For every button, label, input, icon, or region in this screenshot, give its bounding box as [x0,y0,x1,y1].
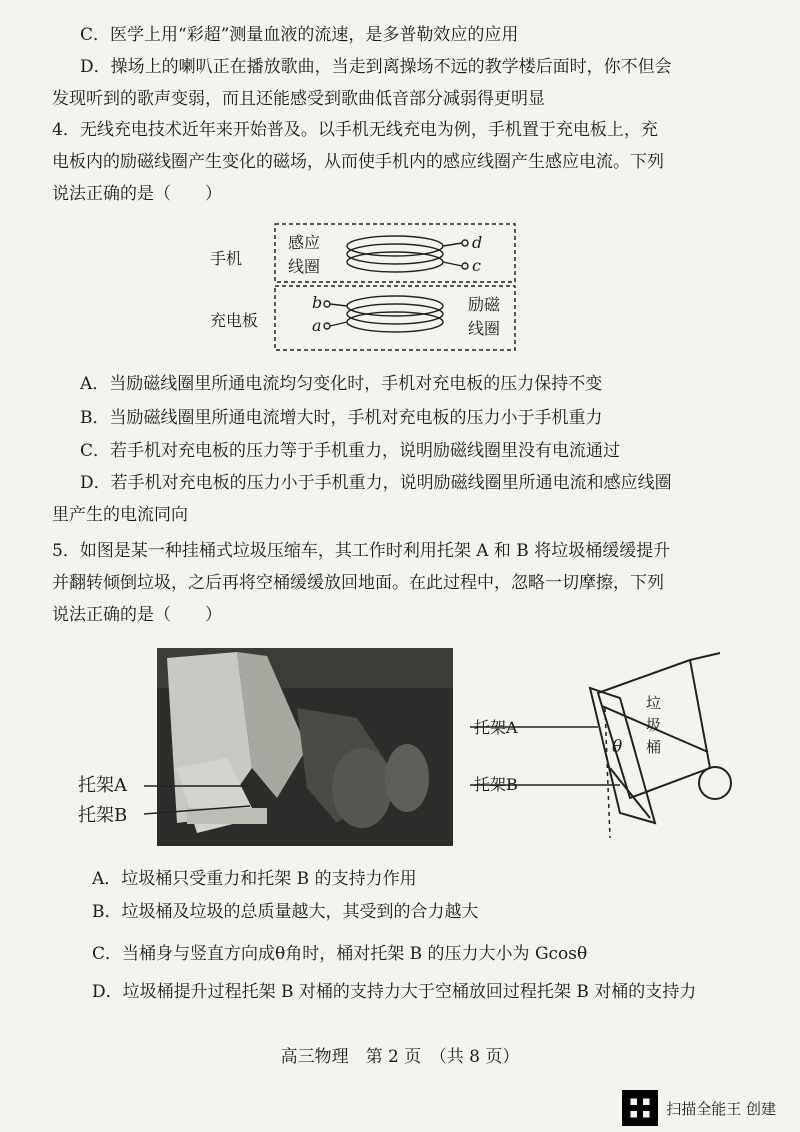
question-4-line2: 电板内的励磁线圈产生变化的磁场，从而使手机内的感应线圈产生感应电流。下列 [52,152,664,172]
question-4-line1: 4．无线充电技术近年来开始普及。以手机无线充电为例，手机置于充电板上，充 [52,120,658,140]
label-induction-1: 感应 [288,233,321,252]
option-d-q5: D．垃圾桶提升过程托架 B 对桶的支持力大于空桶放回过程托架 B 对桶的支持力 [92,982,697,1002]
option-a-q4: A．当励磁线圈里所通电流均匀变化时，手机对充电板的压力保持不变 [80,374,603,394]
label-charger: 充电板 [210,311,259,330]
bin-label-1: 垃 [646,694,662,712]
option-d-q4-line1: D．若手机对充电板的压力小于手机重力，说明励磁线圈里所通电流和感应线圈 [80,473,672,493]
excitation-coil [324,296,443,332]
option-b-q4: B．当励磁线圈里所通电流增大时，手机对充电板的压力小于手机重力 [80,408,603,428]
terminal-c: c [472,256,481,275]
photo-label-bracket-b: 托架B [78,805,128,826]
induction-coil [347,236,468,272]
scanner-badge [622,1090,776,1126]
wireless-charging-diagram [200,216,620,356]
bin-label-3: 桶 [646,738,662,756]
label-induction-2: 线圈 [288,257,321,276]
option-d-q4-line2: 里产生的电流同向 [52,505,188,525]
option-c-q4: C．若手机对充电板的压力等于手机重力，说明励磁线圈里没有电流通过 [80,441,621,461]
question-5-line1: 5．如图是某一种挂桶式垃圾压缩车，其工作时利用托架 A 和 B 将垃圾桶缓缓提升 [52,541,671,561]
schematic-label-bracket-b: 托架B [474,775,518,794]
page-footer: 高三物理 第 2 页 （共 8 页） [280,1047,520,1067]
terminal-a: a [312,316,322,335]
terminal-b: b [312,293,323,312]
option-c-q3: C．医学上用“彩超”测量血液的流速，是多普勒效应的应用 [80,25,519,45]
bin-label-2: 圾 [646,716,662,734]
garbage-bin-schematic [470,648,770,838]
label-excitation-1: 励磁 [468,295,501,314]
photo-label-bracket-a: 托架A [78,775,127,796]
option-b-q5: B．垃圾桶及垃圾的总质量越大，其受到的合力越大 [92,902,479,922]
theta-label: θ [612,737,623,757]
question-5-line2: 并翻转倾倒垃圾，之后再将空桶缓缓放回地面。在此过程中，忽略一切摩擦，下列 [52,573,664,593]
question-5-line3: 说法正确的是（ ） [52,605,222,625]
option-d-q3-line1: D．操场上的喇叭正在播放歌曲，当走到离操场不远的教学楼后面时，你不但会 [80,57,672,77]
option-a-q5: A．垃圾桶只受重力和托架 B 的支持力作用 [92,869,417,889]
label-excitation-2: 线圈 [468,319,501,338]
qr-code-icon [622,1090,658,1126]
option-d-q3-line2: 发现听到的歌声变弱，而且还能感受到歌曲低音部分减弱得更明显 [52,89,545,109]
option-c-q5: C．当桶身与竖直方向成θ角时，桶对托架 B 的压力大小为 Gcosθ [92,944,588,964]
label-phone: 手机 [210,249,243,268]
question-4-line3: 说法正确的是（ ） [52,184,222,204]
scanner-badge-text: 扫描全能王 创建 [666,1099,776,1118]
terminal-d: d [472,233,483,252]
schematic-label-bracket-a: 托架A [474,718,518,737]
photo-pointer-lines [140,780,260,820]
wheel [699,767,731,799]
